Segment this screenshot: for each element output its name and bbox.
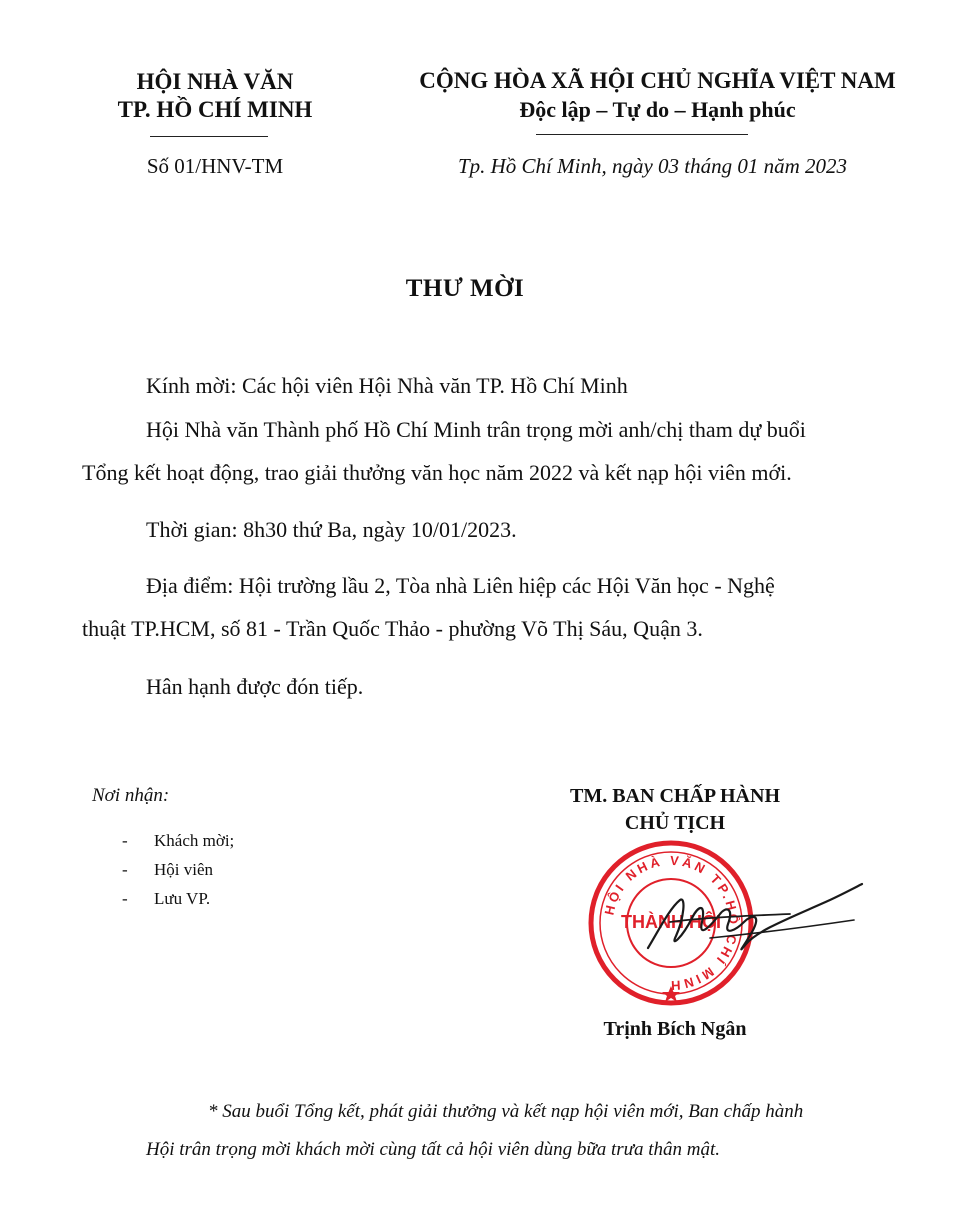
- motto-underline: [536, 134, 748, 135]
- list-dash: -: [122, 860, 128, 879]
- venue-line2: thuật TP.HCM, số 81 - Trần Quốc Thảo - phường Võ Thị Sáu, Quận 3.: [82, 616, 703, 641]
- venue-line1: Địa điểm: Hội trường lầu 2, Tòa nhà Liên hiệp các Hội Văn học - Nghệ: [146, 573, 775, 598]
- recipient-text: Lưu VP.: [154, 889, 211, 908]
- document-title: THƯ MỜI: [405, 275, 525, 302]
- footnote-line2: Hội trân trọng mời khách mời cùng tất cả hội viên dùng bữa trưa thân mật.: [146, 1139, 721, 1160]
- closing-line: Hân hạnh được đón tiếp.: [146, 674, 364, 699]
- recipients-list: [122, 826, 234, 913]
- invitation-line2: Tổng kết hoạt động, trao giải thưởng văn học năm 2022 và kết nạp hội viên mới.: [82, 460, 792, 485]
- recipient-item: [122, 884, 234, 913]
- signatory-role-line1: TM. BAN CHẤP HÀNH: [570, 785, 780, 807]
- document-number: Số 01/HNV-TM: [146, 154, 284, 178]
- org-name-line2: TP. HỒ CHÍ MINH: [117, 97, 313, 122]
- invitation-line1: Hội Nhà văn Thành phố Hồ Chí Minh trân trọng mời anh/chị tham dự buổi: [146, 417, 806, 442]
- org-underline: [150, 136, 268, 137]
- list-dash: -: [122, 889, 128, 908]
- national-motto: Độc lập – Tự do – Hạnh phúc: [519, 97, 796, 122]
- list-dash: -: [122, 831, 128, 850]
- recipient-item: [122, 826, 234, 855]
- recipient-text: Hội viên: [154, 860, 214, 879]
- org-name-line1: HỘI NHÀ VĂN: [136, 69, 294, 94]
- footnote-line1: * Sau buổi Tổng kết, phát giải thưởng và kết nạp hội viên mới, Ban chấp hành: [208, 1101, 804, 1122]
- signatory-role-line2: CHỦ TỊCH: [624, 812, 726, 834]
- signatory-name: Trịnh Bích Ngân: [603, 1018, 747, 1040]
- handwritten-signature-icon: [640, 878, 870, 968]
- place-and-date: Tp. Hồ Chí Minh, ngày 03 tháng 01 năm 2023: [457, 154, 848, 178]
- national-title: CỘNG HÒA XÃ HỘI CHỦ NGHĨA VIỆT NAM: [419, 68, 896, 93]
- recipient-text: Khách mời;: [154, 831, 235, 850]
- greeting: Kính mời: Các hội viên Hội Nhà văn TP. Hồ Chí Minh: [146, 373, 628, 398]
- recipients-label: Nơi nhận:: [92, 785, 170, 806]
- recipient-item: [122, 855, 234, 884]
- seal-ring-text: HỘI NHÀ VĂN TP.HỒ CHÍ MINH: [601, 852, 742, 994]
- event-time: Thời gian: 8h30 thứ Ba, ngày 10/01/2023.: [146, 517, 517, 542]
- seal-center-text: THÀNH HỘI: [621, 912, 721, 932]
